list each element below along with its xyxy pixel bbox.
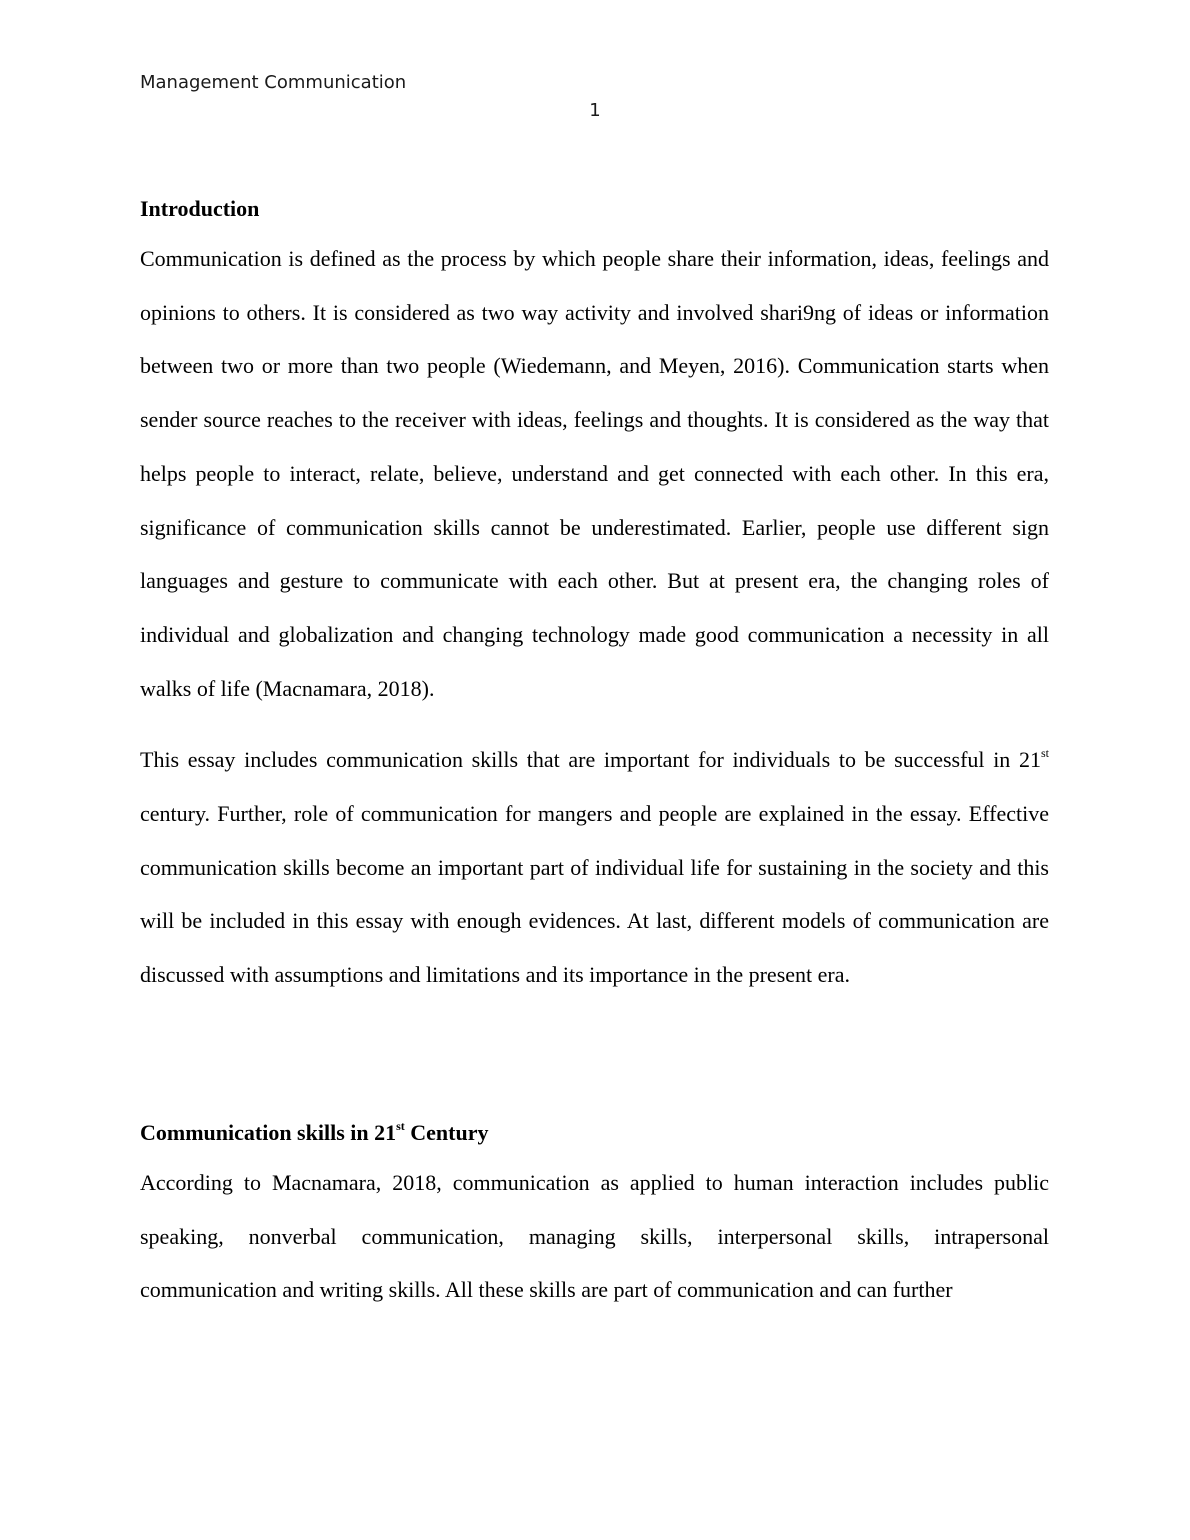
communication-skills-paragraph-1: According to Macnamara, 2018, communication as applied to human interaction includes public speaking, nonverbal communication, managing skills, interpersonal skills, intrapersonal communication and writing skills. All these skills are part of communication and can further — [140, 1170, 1049, 1303]
page-number: 1 — [589, 100, 601, 121]
introduction-paragraph-2 — [140, 733, 1049, 1002]
heading-text: Century — [404, 1120, 489, 1145]
introduction-section — [140, 195, 1049, 1002]
ordinal-superscript: st — [1040, 746, 1049, 760]
heading-text: Communication skills in 21 — [140, 1120, 397, 1145]
paragraph-text: century. Further, role of communication for mangers and people are explained in the essay. Effective communication skills become an important part of individual life for sustaining in the society and this will be included in this essay with enough evidences. At last, different models of communication are discussed with assumptions and limitations and its importance in the present era. — [140, 801, 1049, 988]
section-heading-introduction: Introduction — [140, 196, 260, 221]
paragraph-text: This essay includes communication skills that are important for individuals to be successful in 21 — [140, 747, 1041, 773]
introduction-paragraph-1: Communication is defined as the process by which people share their information, ideas, feelings and opinions to others. It is considered as two way activity and involved shari9ng of ideas or information between two or more than two people (Wiedemann, and Meyen, 2016). Communication starts when sender source reaches to the receiver with ideas, feelings and thoughts. It is considered as the way that helps people to interact, relate, believe, understand and get connected with each other. In this era, significance of communication skills cannot be underestimated. Earlier, people use different sign languages and gesture to communicate with each other. But at present era, the changing roles of individual and globalization and changing technology made good communication a necessity in all walks of life (Macnamara, 2018). — [140, 246, 1049, 701]
ordinal-superscript: st — [396, 1118, 405, 1133]
running-header-title: Management Communication — [140, 72, 407, 93]
communication-skills-section — [140, 1119, 1049, 1317]
section-heading-communication-skills — [140, 1119, 1049, 1147]
